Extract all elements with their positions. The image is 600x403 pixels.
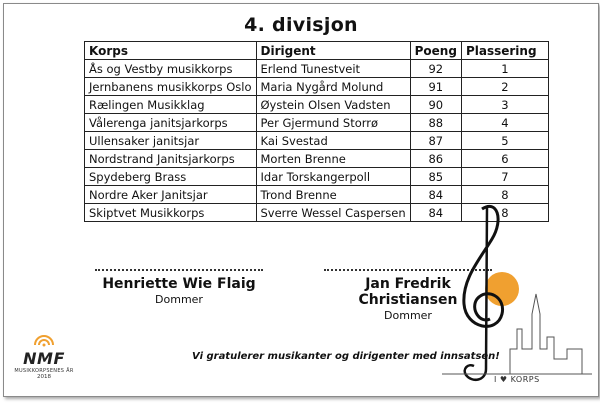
cell-poeng: 84 <box>410 204 461 222</box>
cell-dirigent: Idar Torskangerpoll <box>256 168 410 186</box>
cell-korps: Spydeberg Brass <box>85 168 257 186</box>
judge-role: Dommer <box>384 309 432 322</box>
judge-role: Dommer <box>155 293 203 306</box>
brand-suffix: KORPS <box>510 375 540 384</box>
cell-dirigent: Sverre Wessel Caspersen <box>256 204 410 222</box>
table-row <box>85 150 549 168</box>
logo-year: 2018 <box>37 374 51 380</box>
cell-korps: Nordstrand Janitsjarkorps <box>85 150 257 168</box>
cell-poeng: 90 <box>410 96 461 114</box>
header-poeng: Poeng <box>410 42 461 60</box>
cell-plassering: 7 <box>461 168 548 186</box>
cell-poeng: 88 <box>410 114 461 132</box>
cell-korps: Nordre Aker Janitsjar <box>85 186 257 204</box>
nmf-logo <box>14 332 74 380</box>
cell-korps: Rælingen Musikklag <box>85 96 257 114</box>
header-dirigent: Dirigent <box>256 42 410 60</box>
table-row <box>85 60 549 78</box>
treble-clef-skyline-icon <box>442 199 592 389</box>
cell-dirigent: Morten Brenne <box>256 150 410 168</box>
cell-korps: Ullensaker janitsjar <box>85 132 257 150</box>
division-title: 4. divisjon <box>244 14 358 36</box>
cell-dirigent: Øystein Olsen Vadsten <box>256 96 410 114</box>
table-row <box>85 132 549 150</box>
cell-dirigent: Maria Nygård Molund <box>256 78 410 96</box>
table-row <box>85 96 549 114</box>
cell-poeng: 92 <box>410 60 461 78</box>
cell-poeng: 91 <box>410 78 461 96</box>
cell-korps: Jernbanens musikkorps Oslo <box>85 78 257 96</box>
cell-plassering: 5 <box>461 132 548 150</box>
brand-prefix: I <box>494 375 497 384</box>
results-table <box>84 41 549 222</box>
cell-plassering: 1 <box>461 60 548 78</box>
sound-waves-icon <box>31 333 57 347</box>
cell-poeng: 87 <box>410 132 461 150</box>
header-plassering: Plassering <box>461 42 548 60</box>
table-header-row <box>85 42 549 60</box>
cell-plassering: 2 <box>461 78 548 96</box>
logo-subtitle: MUSIKKORPSENES ÅR <box>14 368 74 374</box>
cell-korps: Skiptvet Musikkorps <box>85 204 257 222</box>
cell-korps: Ås og Vestby musikkorps <box>85 60 257 78</box>
cell-poeng: 84 <box>410 186 461 204</box>
cell-dirigent: Kai Svestad <box>256 132 410 150</box>
header-korps: Korps <box>85 42 257 60</box>
judge-signature-1 <box>89 269 269 306</box>
cell-dirigent: Trond Brenne <box>256 186 410 204</box>
cell-plassering: 4 <box>461 114 548 132</box>
i-love-korps <box>494 375 540 384</box>
cell-dirigent: Erlend Tunestveit <box>256 60 410 78</box>
judge-name: Henriette Wie Flaig <box>102 276 256 292</box>
cell-plassering: 8 <box>461 186 548 204</box>
cell-plassering: 6 <box>461 150 548 168</box>
cell-korps: Vålerenga janitsjarkorps <box>85 114 257 132</box>
signature-line <box>95 269 263 271</box>
heart-icon: ♥ <box>499 375 508 384</box>
congratulations-text: Vi gratulerer musikanter og dirigenter med innsatsen! <box>192 351 500 362</box>
cell-poeng: 85 <box>410 168 461 186</box>
result-card <box>3 3 599 397</box>
table-row <box>85 78 549 96</box>
table-row <box>85 168 549 186</box>
cell-plassering: 8 <box>461 204 548 222</box>
cell-dirigent: Per Gjermund Storrø <box>256 114 410 132</box>
cell-poeng: 86 <box>410 150 461 168</box>
cell-plassering: 3 <box>461 96 548 114</box>
table-row <box>85 114 549 132</box>
judge-name: Jan Fredrik Christiansen <box>358 276 458 308</box>
logo-abbr: NMF <box>23 349 65 368</box>
